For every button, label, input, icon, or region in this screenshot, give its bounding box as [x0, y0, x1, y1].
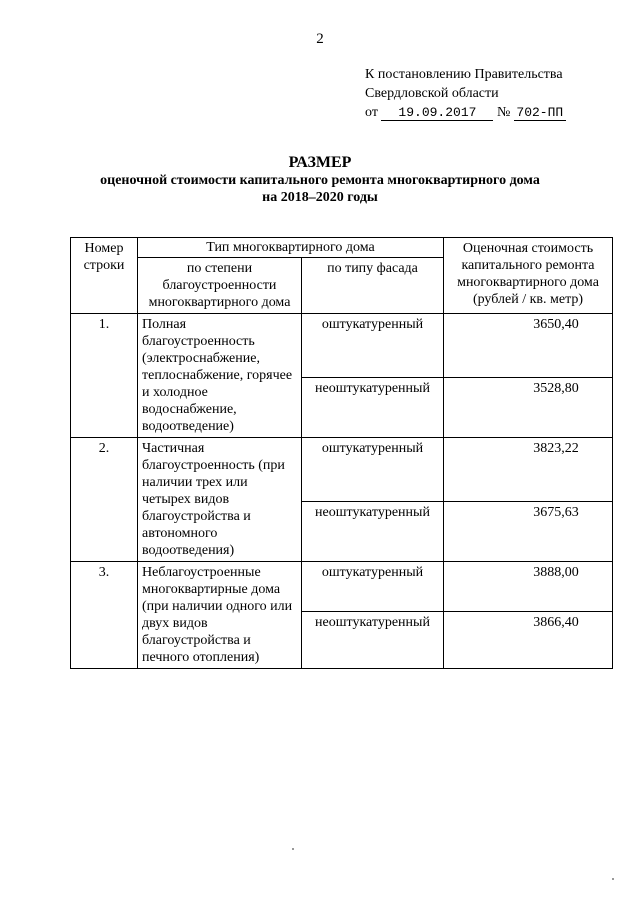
title-block	[0, 153, 640, 206]
row-number: 3.	[71, 562, 138, 669]
header-by-improvement: по степени благоустроенности многоквартирного дома	[138, 258, 302, 314]
row-number: 2.	[71, 438, 138, 562]
cost-cell: 3866,40	[444, 612, 613, 669]
table-row	[71, 314, 613, 378]
improvement-cell: Неблагоустроенные многоквартирные дома (при наличии одного или двух видов благоустройства и печного отопления)	[138, 562, 302, 669]
cost-cell: 3528,80	[444, 377, 613, 437]
row-number: 1.	[71, 314, 138, 438]
appendix-date-line	[365, 103, 566, 122]
document-number: 702-ПП	[514, 105, 566, 121]
header-row-number: Номер строки	[71, 238, 138, 314]
title-line-3: на 2018–2020 годы	[262, 190, 378, 205]
appendix-line-1: К постановлению Правительства	[365, 67, 563, 82]
cost-cell: 3650,40	[444, 314, 613, 378]
improvement-cell: Полная благоустроенность (электроснабжение, теплоснабжение, горячее и холодное водоснабжение, водоотведение)	[138, 314, 302, 438]
cost-cell: 3823,22	[444, 438, 613, 502]
facade-cell: неоштукатуренный	[302, 612, 444, 669]
cost-table	[70, 237, 613, 669]
facade-cell: оштукатуренный	[302, 438, 444, 502]
appendix-line-2: Свердловской области	[365, 86, 499, 101]
page-number: 2	[316, 31, 324, 47]
facade-cell: оштукатуренный	[302, 314, 444, 378]
table-row	[71, 562, 613, 612]
header-house-type: Тип многоквартирного дома	[138, 238, 444, 258]
header-by-facade: по типу фасада	[302, 258, 444, 314]
header-cost: Оценочная стоимость капитального ремонта многоквартирного дома (рублей / кв. метр)	[444, 238, 613, 314]
facade-cell: неоштукатуренный	[302, 377, 444, 437]
scan-dot	[612, 878, 614, 880]
title-line-2: оценочной стоимости капитального ремонта многоквартирного дома	[100, 173, 540, 188]
cost-cell: 3888,00	[444, 562, 613, 612]
number-prefix: №	[496, 105, 511, 120]
date-prefix: от	[365, 105, 378, 120]
document-date: 19.09.2017	[381, 105, 493, 121]
appendix-block	[365, 65, 566, 122]
table-row	[71, 438, 613, 502]
facade-cell: неоштукатуренный	[302, 501, 444, 561]
table-header-row-1	[71, 238, 613, 258]
cost-cell: 3675,63	[444, 501, 613, 561]
improvement-cell: Частичная благоустроенность (при наличии трех или четырех видов благоустройства и автономного водоотведения)	[138, 438, 302, 562]
title-line-1: РАЗМЕР	[288, 154, 352, 171]
facade-cell: оштукатуренный	[302, 562, 444, 612]
scan-dot	[292, 848, 294, 850]
